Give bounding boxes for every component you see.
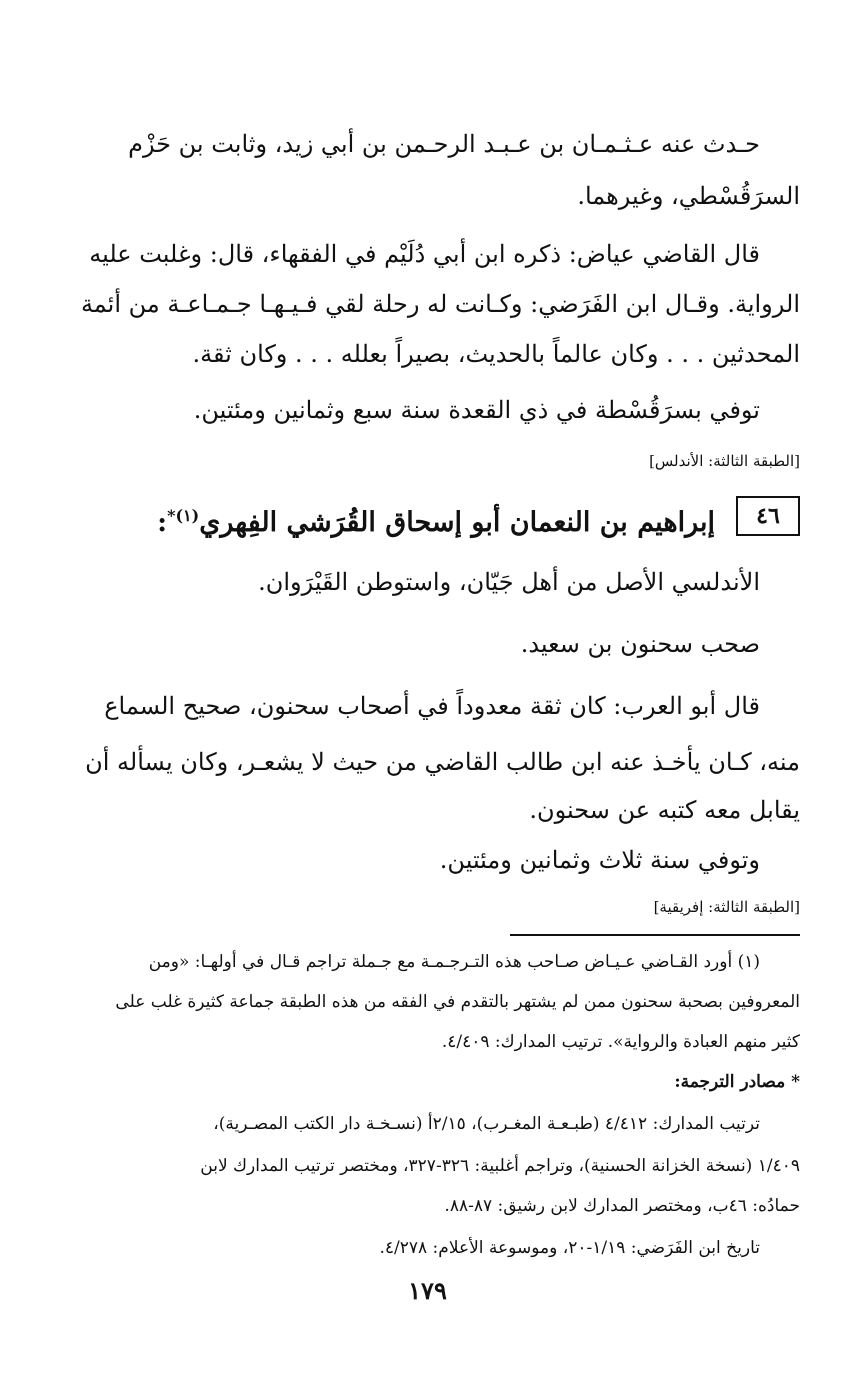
entry-line5: يقابل معه كتبه عن سحنون.	[529, 796, 800, 824]
paragraph2-line1: قال القاضي عياض: ذكره ابن أبي دُلَيْم في الفقهاء، قال: وغلبت عليه	[89, 240, 760, 268]
paragraph1-line1: حـدث عنه عـثـمـان بن عـبـد الرحـمن بن أبي زيد، وثابت بن حَزْم	[128, 130, 760, 158]
footnote-line3: كثير منهم العبادة والرواية». ترتيب المدارك: ٤/٤٠٩.	[441, 1032, 800, 1052]
entry-name: إبراهيم بن النعمان أبو إسحاق القُرَشي الفِهري	[199, 507, 715, 538]
section-tag-ifriqiya: [الطبقة الثالثة: إفريقية]	[653, 898, 800, 916]
sources-line3: حمادُه: ٤٦ب، ومختصر المدارك لابن رشيق: ٨٧-٨٨.	[444, 1196, 800, 1216]
paragraph2-line3: المحدثين . . . وكان عالماً بالحديث، بصيراً بعلله . . . وكان ثقة.	[192, 340, 800, 368]
sources-line4: تاريخ ابن الفَرَضي: ١/١٩-٢٠، وموسوعة الأعلام: ٤/٢٧٨.	[379, 1238, 760, 1258]
entry-line2: صحب سحنون بن سعيد.	[520, 630, 760, 658]
entry-line6: وتوفي سنة ثلاث وثمانين ومئتين.	[439, 846, 760, 874]
page-number: ١٧٩	[408, 1276, 447, 1305]
footnote-line1: (١) أورد القـاضي عـيـاض صـاحب هذه التـرجـمـة مع جـملة تراجم قـال في أولهـا: «ومن	[148, 952, 760, 972]
section-tag-andalus: [الطبقة الثالثة: الأندلس]	[649, 452, 800, 470]
paragraph3: توفي بسرَقُسْطة في ذي القعدة سنة سبع وثمانين ومئتين.	[193, 396, 760, 424]
sources-line1: ترتيب المدارك: ٤/٤١٢ (طبـعـة المغـرب)، ٢/١٥أ (نسـخـة دار الكتب المصـرية)،	[213, 1114, 760, 1134]
footnote-divider	[510, 934, 800, 936]
entry-line4: منه، كـان يأخـذ عنه ابن طالب القاضي من حيث لا يشعـر، وكان يسأله أن	[85, 748, 800, 776]
sources-line2: ١/٤٠٩ (نسخة الخزانة الحسنية)، وتراجم أغلبية: ٣٢٦-٣٢٧، ومختصر ترتيب المدارك لابن	[200, 1156, 800, 1176]
entry-number-box: ٤٦	[736, 496, 800, 536]
entry-line1: الأندلسي الأصل من أهل جَيّان، واستوطن القَيْرَوان.	[258, 568, 760, 596]
entry-title	[157, 490, 715, 549]
footnote-line2: المعروفين بصحبة سحنون ممن لم يشتهر بالتقدم في الفقه من هذه الطبقة جماعة كثيرة غلب على	[115, 992, 800, 1012]
entry-line3: قال أبو العرب: كان ثقة معدوداً في أصحاب سحنون، صحيح السماع	[104, 692, 760, 720]
entry-colon: :	[157, 507, 168, 538]
footnote-marker: (١)*	[167, 506, 200, 525]
paragraph1-line2: السرَقُسْطي، وغيرهما.	[577, 182, 800, 210]
paragraph2-line2: الرواية. وقـال ابن الفَرَضي: وكـانت له رحلة لقي فـيـهـا جـمـاعـة من أئمة	[80, 290, 800, 318]
sources-heading: * مصادر الترجمة:	[674, 1072, 800, 1092]
